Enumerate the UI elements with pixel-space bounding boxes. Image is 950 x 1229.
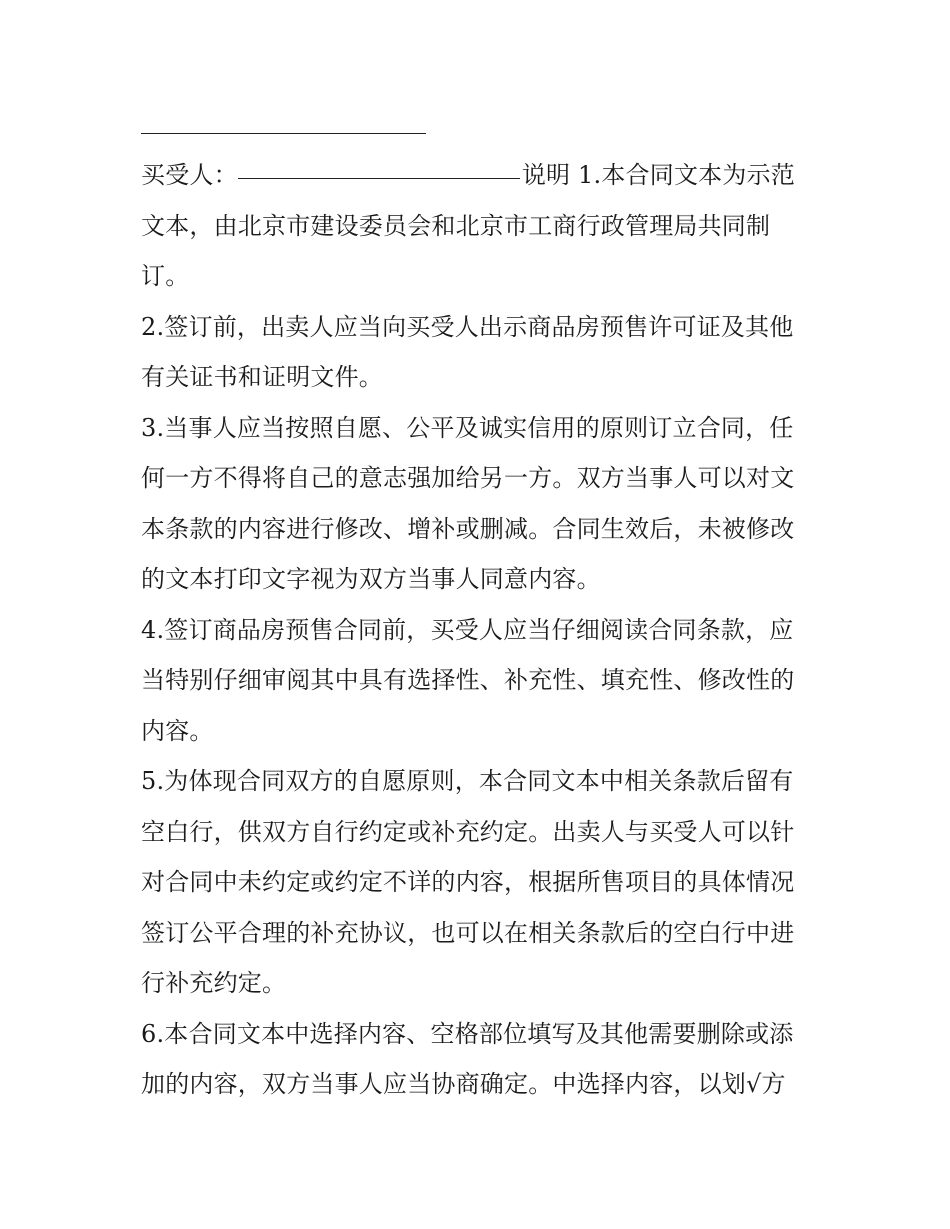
note-intro: 说明 1.本合同文本为示范文本，由北京市建设委员会和北京市工商行政管理局共同制订。 — [141, 161, 795, 290]
buyer-blank-field — [238, 177, 520, 179]
note-item-3: 3.当事人应当按照自愿、公平及诚实信用的原则订立合同，任何一方不得将自己的意志强加给另一方。双方当事人可以对文本条款的内容进行修改、增补或删减。合同生效后，未被修改的文本打印文字视为双方当事人同意内容。 — [141, 413, 795, 593]
buyer-line — [141, 150, 813, 302]
signature-blank-line — [141, 133, 426, 134]
note-item-6: 6.本合同文本中选择内容、空格部位填写及其他需要删除或添加的内容，双方当事人应当协商确定。中选择内容，以划√方 — [141, 1019, 794, 1098]
note-item-4: 4.签订商品房预售合同前，买受人应当仔细阅读合同条款，应当特别仔细审阅其中具有选择性、补充性、填充性、修改性的内容。 — [141, 615, 795, 745]
buyer-label: 买受人： — [141, 161, 238, 189]
document-body — [141, 150, 813, 1110]
note-item-2: 2.签订前，出卖人应当向买受人出示商品房预售许可证及其他有关证书和证明文件。 — [141, 312, 794, 391]
note-item-5: 5.为体现合同双方的自愿原则，本合同文本中相关条款后留有空白行，供双方自行约定或补充约定。出卖人与买受人可以针对合同中未约定或约定不详的内容，根据所售项目的具体情况签订公平合理的补充协议，也可以在相关条款后的空白行中进行补充约定。 — [141, 767, 795, 997]
